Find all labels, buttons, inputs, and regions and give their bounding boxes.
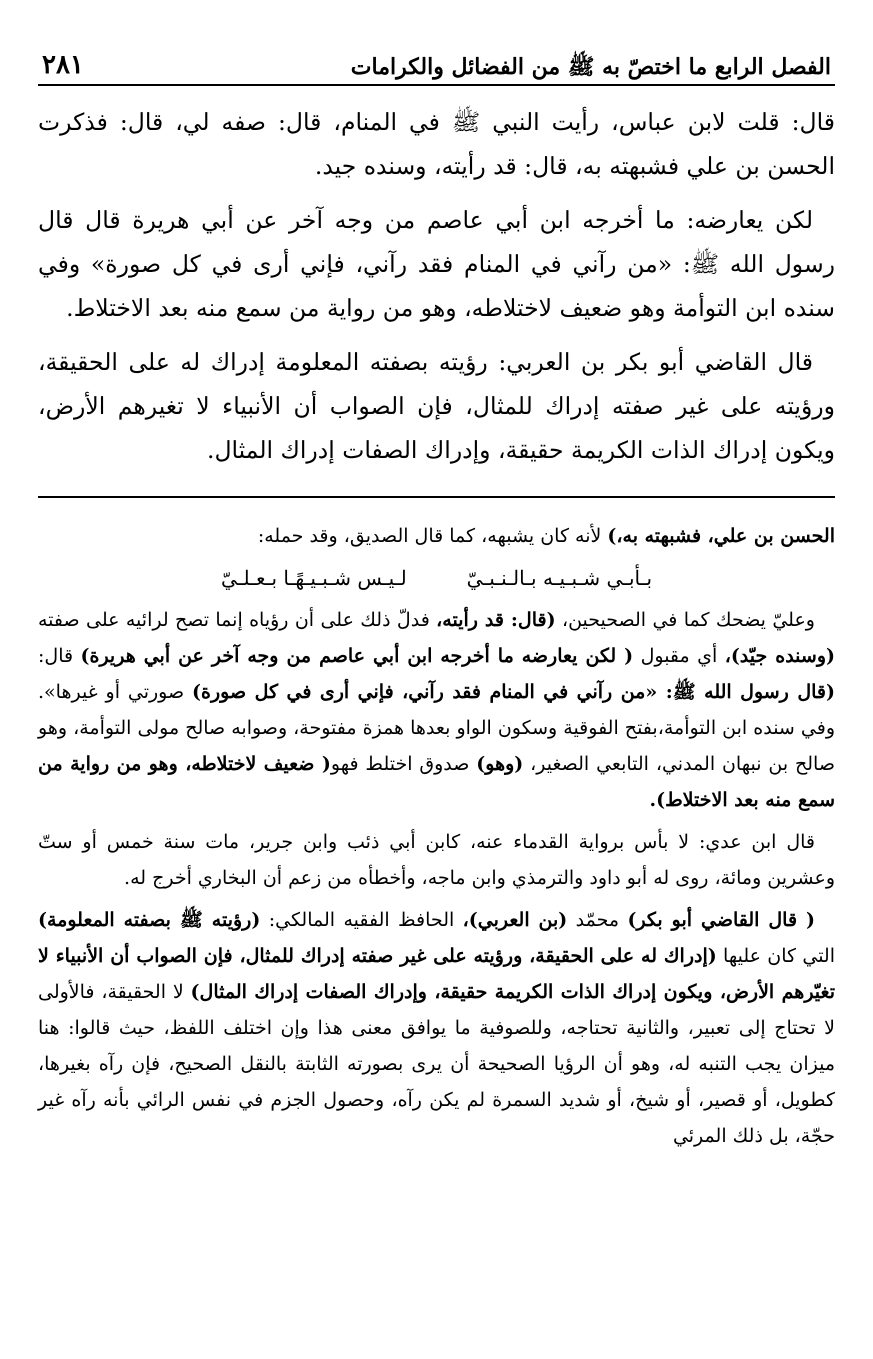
commentary-text: بفتح الفوقية وسكون الواو بعدها همزة مفتوحة، وصوابه صالح مولى التوأمة، وهو صالح بن نبهان المدني، التابعي الصغير،	[38, 717, 835, 775]
commentary-text: وعليّ يضحك كما في الصحيحين،	[555, 609, 815, 631]
commentary-quote: (وهو)	[476, 753, 524, 775]
main-paragraph-3: قال القاضي أبو بكر بن العربي: رؤيته بصفته المعلومة إدراك له على الحقيقة، ورؤيته على غير صفته إدراك للمثال، فإن الصواب أن الأنبياء لا تغيرهم الأرض، ويكون إدراك الذات الكريمة حقيقة، وإدراك الصفات إدراك المثال.	[38, 348, 835, 464]
commentary-quote: ( ضعيف لاختلاطه، وهو من رواية من سمع منه بعد الاختلاط).	[38, 753, 835, 811]
commentary-text: قال:	[38, 645, 81, 667]
commentary-text: لا الحقيقة، فالأولى لا تحتاج إلى تعبير، والثانية تحتاجه، وللصوفية ما يوافق معنى هذا وإن اختلف اللفظ، حيث قالوا: هنا ميزان يجب التنبه له، وهو أن الرؤيا الصحيحة أن يرى بصورته الثابتة بالنقل الصحيح، فإن رآه بغيرها، كطويل، أو قصير، أو شيخ، أو شديد السمرة لم يكن رآه، وحصول الجزم في نفس الرائي بأنه رآه غير حجّة، بل ذلك المرئي	[38, 981, 835, 1147]
running-title: الفصل الرابع ما اختصّ به ﷺ من الفضائل والكرامات	[350, 53, 831, 80]
commentary-text: أي مقبول	[633, 645, 725, 667]
main-paragraph-1: قال: قلت لابن عباس، رأيت النبي ﷺ في المنام، قال: صفه لي، قال: فذكرت الحسن بن علي فشبهته به، قال: قد رأيته، وسنده جيد.	[38, 108, 835, 180]
commentary-text: وفي سنده ابن التوأمة،	[657, 717, 835, 739]
verse-second-hemistich: لـيـس شـبـيـهًـا بـعـلـيّ	[220, 566, 407, 590]
commentary-quote: (وسنده جيّد)،	[724, 645, 835, 667]
commentary-text: صدوق اختلط فهو	[330, 753, 477, 775]
commentary-text: الحافظ الفقيه المالكي:	[260, 909, 463, 931]
commentary-quote: ( لكن يعارضه ما أخرجه ابن أبي عاصم من وجه آخر عن أبي هريرة)	[80, 645, 634, 667]
page-header	[38, 38, 835, 86]
poetry-verse	[38, 560, 835, 596]
verse-first-hemistich: بـأبـي شـبـيـه بـالـنـبـيّ	[466, 566, 653, 590]
commentary-text: لأنه كان يشبهه، كما قال الصديق، وقد حمله:	[257, 525, 608, 547]
commentary-quote: (رؤيته ﷺ بصفته المعلومة)	[38, 909, 261, 931]
commentary-quote: (إدراك له على الحقيقة، ورؤيته على غير صفته إدراك للمثال، فإن الصواب أن الأنبياء لا تغيّرهم الأرض، ويكون إدراك الذات الكريمة حقيقة، وإدراك الصفات إدراك المثال)	[38, 945, 835, 1003]
commentary-quote: ( قال القاضي أبو بكر)	[627, 909, 815, 931]
commentary-quote: (قال رسول الله ﷺ: «من رآني في المنام فقد رآني، فإني أرى في كل صورة)	[192, 681, 835, 703]
footnote-separator	[38, 496, 835, 498]
commentary-quote: (قال: قد رأيته،	[436, 609, 556, 631]
page-number: ٢٨١	[42, 50, 84, 81]
commentary-paragraph-4	[38, 902, 835, 1154]
commentary-text: التي كان عليها	[716, 945, 836, 967]
commentary-paragraph-2	[38, 602, 835, 818]
commentary-section	[38, 518, 835, 1154]
commentary-text: صورتي أو غيرها».	[38, 681, 193, 703]
main-paragraph-2: لكن يعارضه: ما أخرجه ابن أبي عاصم من وجه آخر عن أبي هريرة قال قال رسول الله ﷺ: «من رآني في المنام فقد رآني، فإني أرى في كل صورة» وفي سنده ابن التوأمة وهو ضعيف لاختلاطه، وهو من رواية من سمع منه بعد الاختلاط.	[38, 206, 835, 322]
commentary-text: فدلّ ذلك على أن رؤياه إنما تصح لرائيه على صفته	[38, 609, 437, 631]
commentary-quote: (بن العربي)،	[462, 909, 568, 931]
commentary-text: محمّد	[567, 909, 628, 931]
commentary-paragraph-3: قال ابن عدي: لا بأس برواية القدماء عنه، كابن أبي ذئب وابن جرير، مات سنة خمس أو ستّ وعشرين ومائة، روى له أبو داود والترمذي وابن ماجه، وأخطأه من زعم أن البخاري أخرج له.	[38, 831, 835, 889]
commentary-quote: الحسن بن علي، فشبهته به،)	[607, 525, 835, 547]
main-text	[38, 100, 835, 472]
commentary-paragraph-1	[38, 518, 835, 554]
